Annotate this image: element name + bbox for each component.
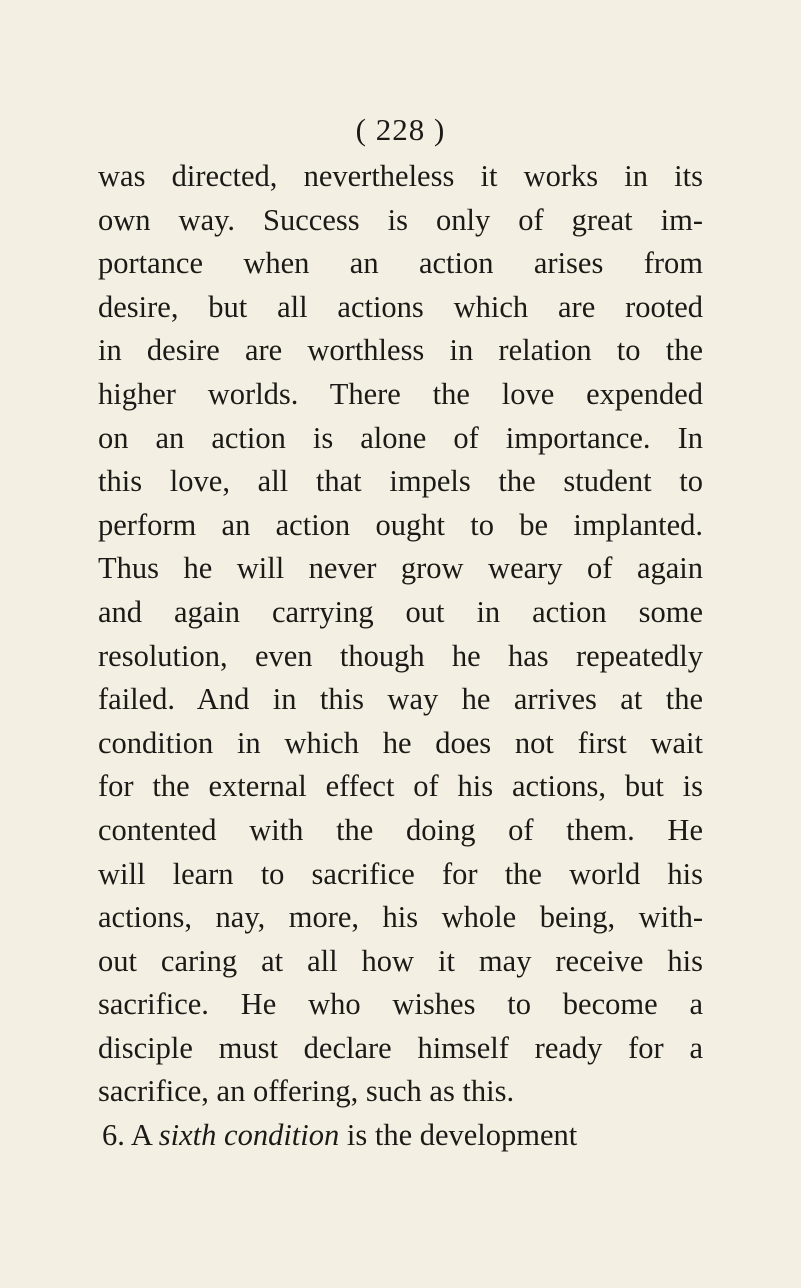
text-line: in desire are worthless in relation to the: [98, 333, 703, 368]
text-line: resolution, even though he has repeatedly: [98, 638, 703, 673]
text-line: was directed, nevertheless it works in its: [98, 159, 703, 193]
text-line: condition in which he does not first wait: [98, 725, 703, 760]
text-line: Thus he will never grow weary of again: [98, 551, 703, 586]
section-start-line: [98, 1114, 703, 1158]
text-line: actions, nay, more, his whole being, with-: [98, 900, 703, 935]
text-line: for the external effect of his actions, but is: [98, 769, 703, 804]
text-line: disciple must declare himself ready for a: [98, 1030, 703, 1065]
text-line: and again carrying out in action some: [98, 594, 703, 629]
section-suffix: is the development: [346, 1118, 578, 1153]
page-number: ( 228 ): [355, 112, 446, 147]
text-line: on an action is alone of importance. In: [98, 420, 703, 455]
text-line: higher worlds. There the love expended: [98, 376, 703, 411]
section-emphasis: sixth condition: [158, 1118, 340, 1153]
section-prefix: 6. A: [102, 1118, 152, 1153]
text-line: perform an action ought to be implanted.: [98, 507, 703, 542]
text-line: sacrifice, an offering, such as this.: [98, 1074, 515, 1109]
text-line: own way. Success is only of great im-: [98, 202, 703, 237]
text-line: desire, but all actions which are rooted: [98, 289, 703, 324]
text-line: out caring at all how it may receive his: [98, 943, 703, 978]
text-line: will learn to sacrifice for the world his: [98, 856, 703, 891]
text-line: contented with the doing of them. He: [98, 812, 703, 847]
text-line: failed. And in this way he arrives at the: [98, 682, 703, 717]
body-text: [98, 155, 703, 1158]
text-line: sacrifice. He who wishes to become a: [98, 987, 703, 1022]
text-line: portance when an action arises from: [98, 246, 703, 281]
text-line: this love, all that impels the student to: [98, 464, 703, 499]
